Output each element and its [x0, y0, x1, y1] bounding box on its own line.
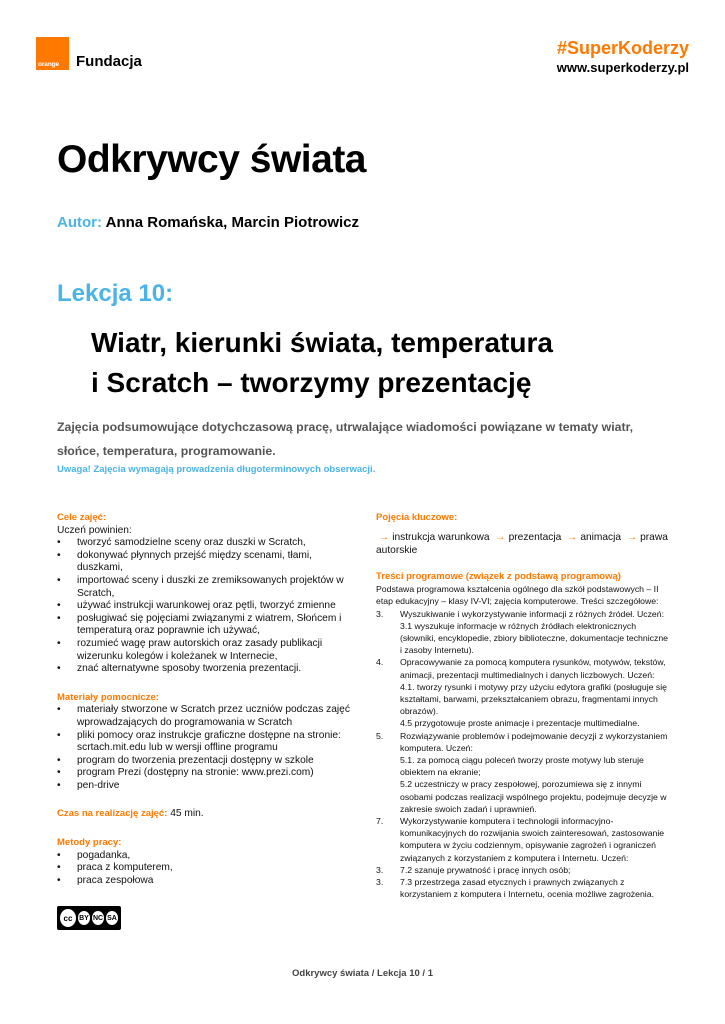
- materials-heading: Materiały pomocnicze:: [57, 691, 159, 703]
- intro-text: Zajęcia podsumowujące dotychczasową pracę, utrwalające wiadomości powiązane w tematy wiatr, słońce, temperatura, programowanie.: [57, 420, 634, 458]
- goals-heading: Cele zajęć:: [57, 512, 107, 523]
- entry-number: 5.: [376, 730, 384, 741]
- material-item: • materiały stworzone w Scratch przez uczniów podczas zajęć wprowadzających do programowania w Scratch: [57, 704, 357, 729]
- material-item: • pliki pomocy oraz instrukcje graficzne dostępne na stronie: scrtach.mit.edu lub w wersji offline programu: [57, 730, 357, 755]
- goal-item: • rozumieć wagę praw autorskich oraz zasady publikacji wizerunku kolegów i koleżanek w Internecie,: [57, 638, 357, 663]
- entry-subitem: 3.1 wyszukuje informacje w różnych źródłach elektronicznych (słowniki, encyklopedie, zbiory biblioteczne, dokumentacje techniczne i zasoby Internetu).: [400, 620, 669, 656]
- materials-list: [57, 704, 357, 792]
- curriculum-entry: [376, 876, 672, 900]
- hashtag: #SuperKoderzy: [556, 38, 689, 58]
- goals-list: [57, 537, 357, 676]
- goal-item: • dokonywać płynnych przejść między scenami, tłami, duszkami,: [57, 550, 357, 575]
- keyword-item: prezentacja: [508, 531, 562, 543]
- arrow-right-icon: →: [379, 531, 390, 543]
- subtitle-line-2: i Scratch – tworzymy prezentację: [91, 367, 532, 398]
- entry-number: 3.: [376, 864, 384, 875]
- entry-text: 7.3 przestrzega zasad etycznych i prawnych związanych z korzystaniem z komputera i Internetu, ocenia możliwe zagrożenia.: [400, 877, 654, 900]
- website-link[interactable]: www.superkoderzy.pl: [556, 60, 689, 75]
- material-item: • program Prezi (dostępny na stronie: www.prezi.com): [57, 767, 357, 780]
- nc-icon: NC: [92, 911, 104, 925]
- entry-text: Opracowywanie za pomocą komputera rysunków, motywów, tekstów, animacji, prezentacji multimedialnych i danych liczbowych. Uczeń:: [400, 657, 666, 680]
- author-line: [57, 214, 359, 231]
- curriculum-entry: [376, 608, 672, 620]
- subtitle-line-1: Wiatr, kierunki świata, temperatura: [91, 327, 553, 358]
- methods-heading: Metody pracy:: [57, 837, 122, 849]
- methods-list: [57, 850, 357, 888]
- logo-text: orange: [38, 61, 60, 68]
- arrow-right-icon: →: [495, 531, 506, 543]
- warning-note: Uwaga! Zajęcia wymagają prowadzenia długoterminowych obserwacji.: [57, 464, 376, 475]
- arrow-right-icon: →: [567, 531, 578, 543]
- orange-logo: [36, 37, 69, 70]
- right-column: [376, 512, 672, 900]
- page-footer: Odkrywcy świata / Lekcja 10 / 1: [292, 968, 433, 979]
- goal-item: • znać alternatywne sposoby tworzenia prezentacji.: [57, 663, 357, 676]
- page-title: Odkrywcy świata: [57, 138, 366, 181]
- cc-icon: cc: [60, 909, 76, 927]
- entry-number: 4.: [376, 657, 384, 668]
- left-column: [57, 512, 357, 887]
- entry-number: 3.: [376, 877, 384, 888]
- entry-subitem: 4.1. tworzy rysunki i motywy przy użyciu edytora grafiki (posługuje się kształtami, barwami, przekształcaniem obrazu, fragmentami innych obrazów).: [400, 681, 667, 717]
- keywords-line: [376, 531, 672, 557]
- entry-text: Wyszukiwanie i wykorzystywanie informacji z różnych źródeł. Uczeń:: [400, 608, 665, 619]
- sa-icon: SA: [106, 911, 118, 925]
- curriculum-heading: Treści programowe (związek z podstawą programową): [376, 570, 621, 582]
- curriculum-entry: [376, 656, 672, 680]
- goals-intro: Uczeń powinien:: [57, 524, 132, 536]
- entry-text: Wykorzystywanie komputera i technologii informacyjno-komunikacyjnych do rozwijania swoich zainteresowań, zastosowanie komputera w życiu codziennym, opisywanie zagrożeń i ograniczeń związanych z korzystaniem z komputera i Internetu. Uczeń:: [400, 816, 665, 863]
- material-item: • program do tworzenia prezentacji dostępny w szkole: [57, 755, 357, 768]
- author-names: Anna Romańska, Marcin Piotrowicz: [105, 214, 360, 231]
- keyword-item: prawa autorskie: [376, 531, 668, 556]
- arrow-right-icon: →: [626, 531, 638, 543]
- by-icon: BY: [78, 911, 90, 925]
- entry-text: 7.2 szanuje prywatność i pracę innych osób;: [400, 864, 571, 875]
- goal-item: • używać instrukcji warunkowej oraz pętli, tworzyć zmienne: [57, 600, 357, 613]
- entry-subitem: 5.2 uczestniczy w pracy zespołowej, porozumiewa się z innymi osobami podczas realizacji wspólnego projektu, podejmuje decyzje w zakresie swoich zadań i uprawnień.: [400, 779, 667, 814]
- curriculum-intro: Podstawa programowa kształcenia ogólnego dla szkół podstawowych – II etap edukacyjny – klasy IV-VI; zajęcia komputerowe. Treści szczegółowe:: [376, 584, 659, 607]
- curriculum-entry: [376, 864, 672, 876]
- goal-item: • tworzyć samodzielne sceny oraz duszki w Scratch,: [57, 537, 357, 550]
- lesson-subtitle: [91, 323, 691, 403]
- lesson-number: Lekcja 10:: [57, 280, 174, 307]
- method-item: • pogadanka,: [57, 850, 357, 863]
- entry-subitem: 5.1. za pomocą ciągu poleceń tworzy proste motywy lub steruje obiektem na ekranie;: [400, 755, 644, 778]
- method-item: • praca zespołowa: [57, 875, 357, 888]
- cc-license-badge[interactable]: [57, 906, 121, 930]
- keyword-item: animacja: [580, 531, 622, 543]
- entry-number: 3.: [376, 608, 384, 619]
- curriculum-list: [376, 608, 672, 901]
- entry-number: 7.: [376, 816, 384, 827]
- duration-line: [57, 808, 357, 821]
- goal-item: • importować sceny i duszki ze zremiksowanych projektów w Scratch,: [57, 575, 357, 600]
- material-item: • pen-drive: [57, 780, 357, 793]
- curriculum-entry: [376, 815, 672, 864]
- keywords-heading: Pojęcia kluczowe:: [376, 512, 458, 523]
- entry-text: Rozwiązywanie problemów i podejmowanie decyzji z wykorzystaniem komputera. Uczeń:: [400, 730, 668, 753]
- keyword-item: instrukcja warunkowa: [392, 531, 490, 543]
- method-item: • praca z komputerem,: [57, 862, 357, 875]
- entry-subitem: 4.5 przygotowuje proste animacje i prezentacje multimedialne.: [400, 718, 640, 729]
- duration-value: 45 min.: [170, 808, 204, 820]
- duration-label: Czas na realizację zajęć:: [57, 808, 168, 820]
- author-label: Autor:: [57, 214, 102, 231]
- org-name: Fundacja: [76, 53, 142, 70]
- goal-item: • posługiwać się pojęciami związanymi z wiatrem, Słońcem i temperaturą oraz poprawnie ich używać,: [57, 613, 357, 638]
- curriculum-entry: [376, 730, 672, 754]
